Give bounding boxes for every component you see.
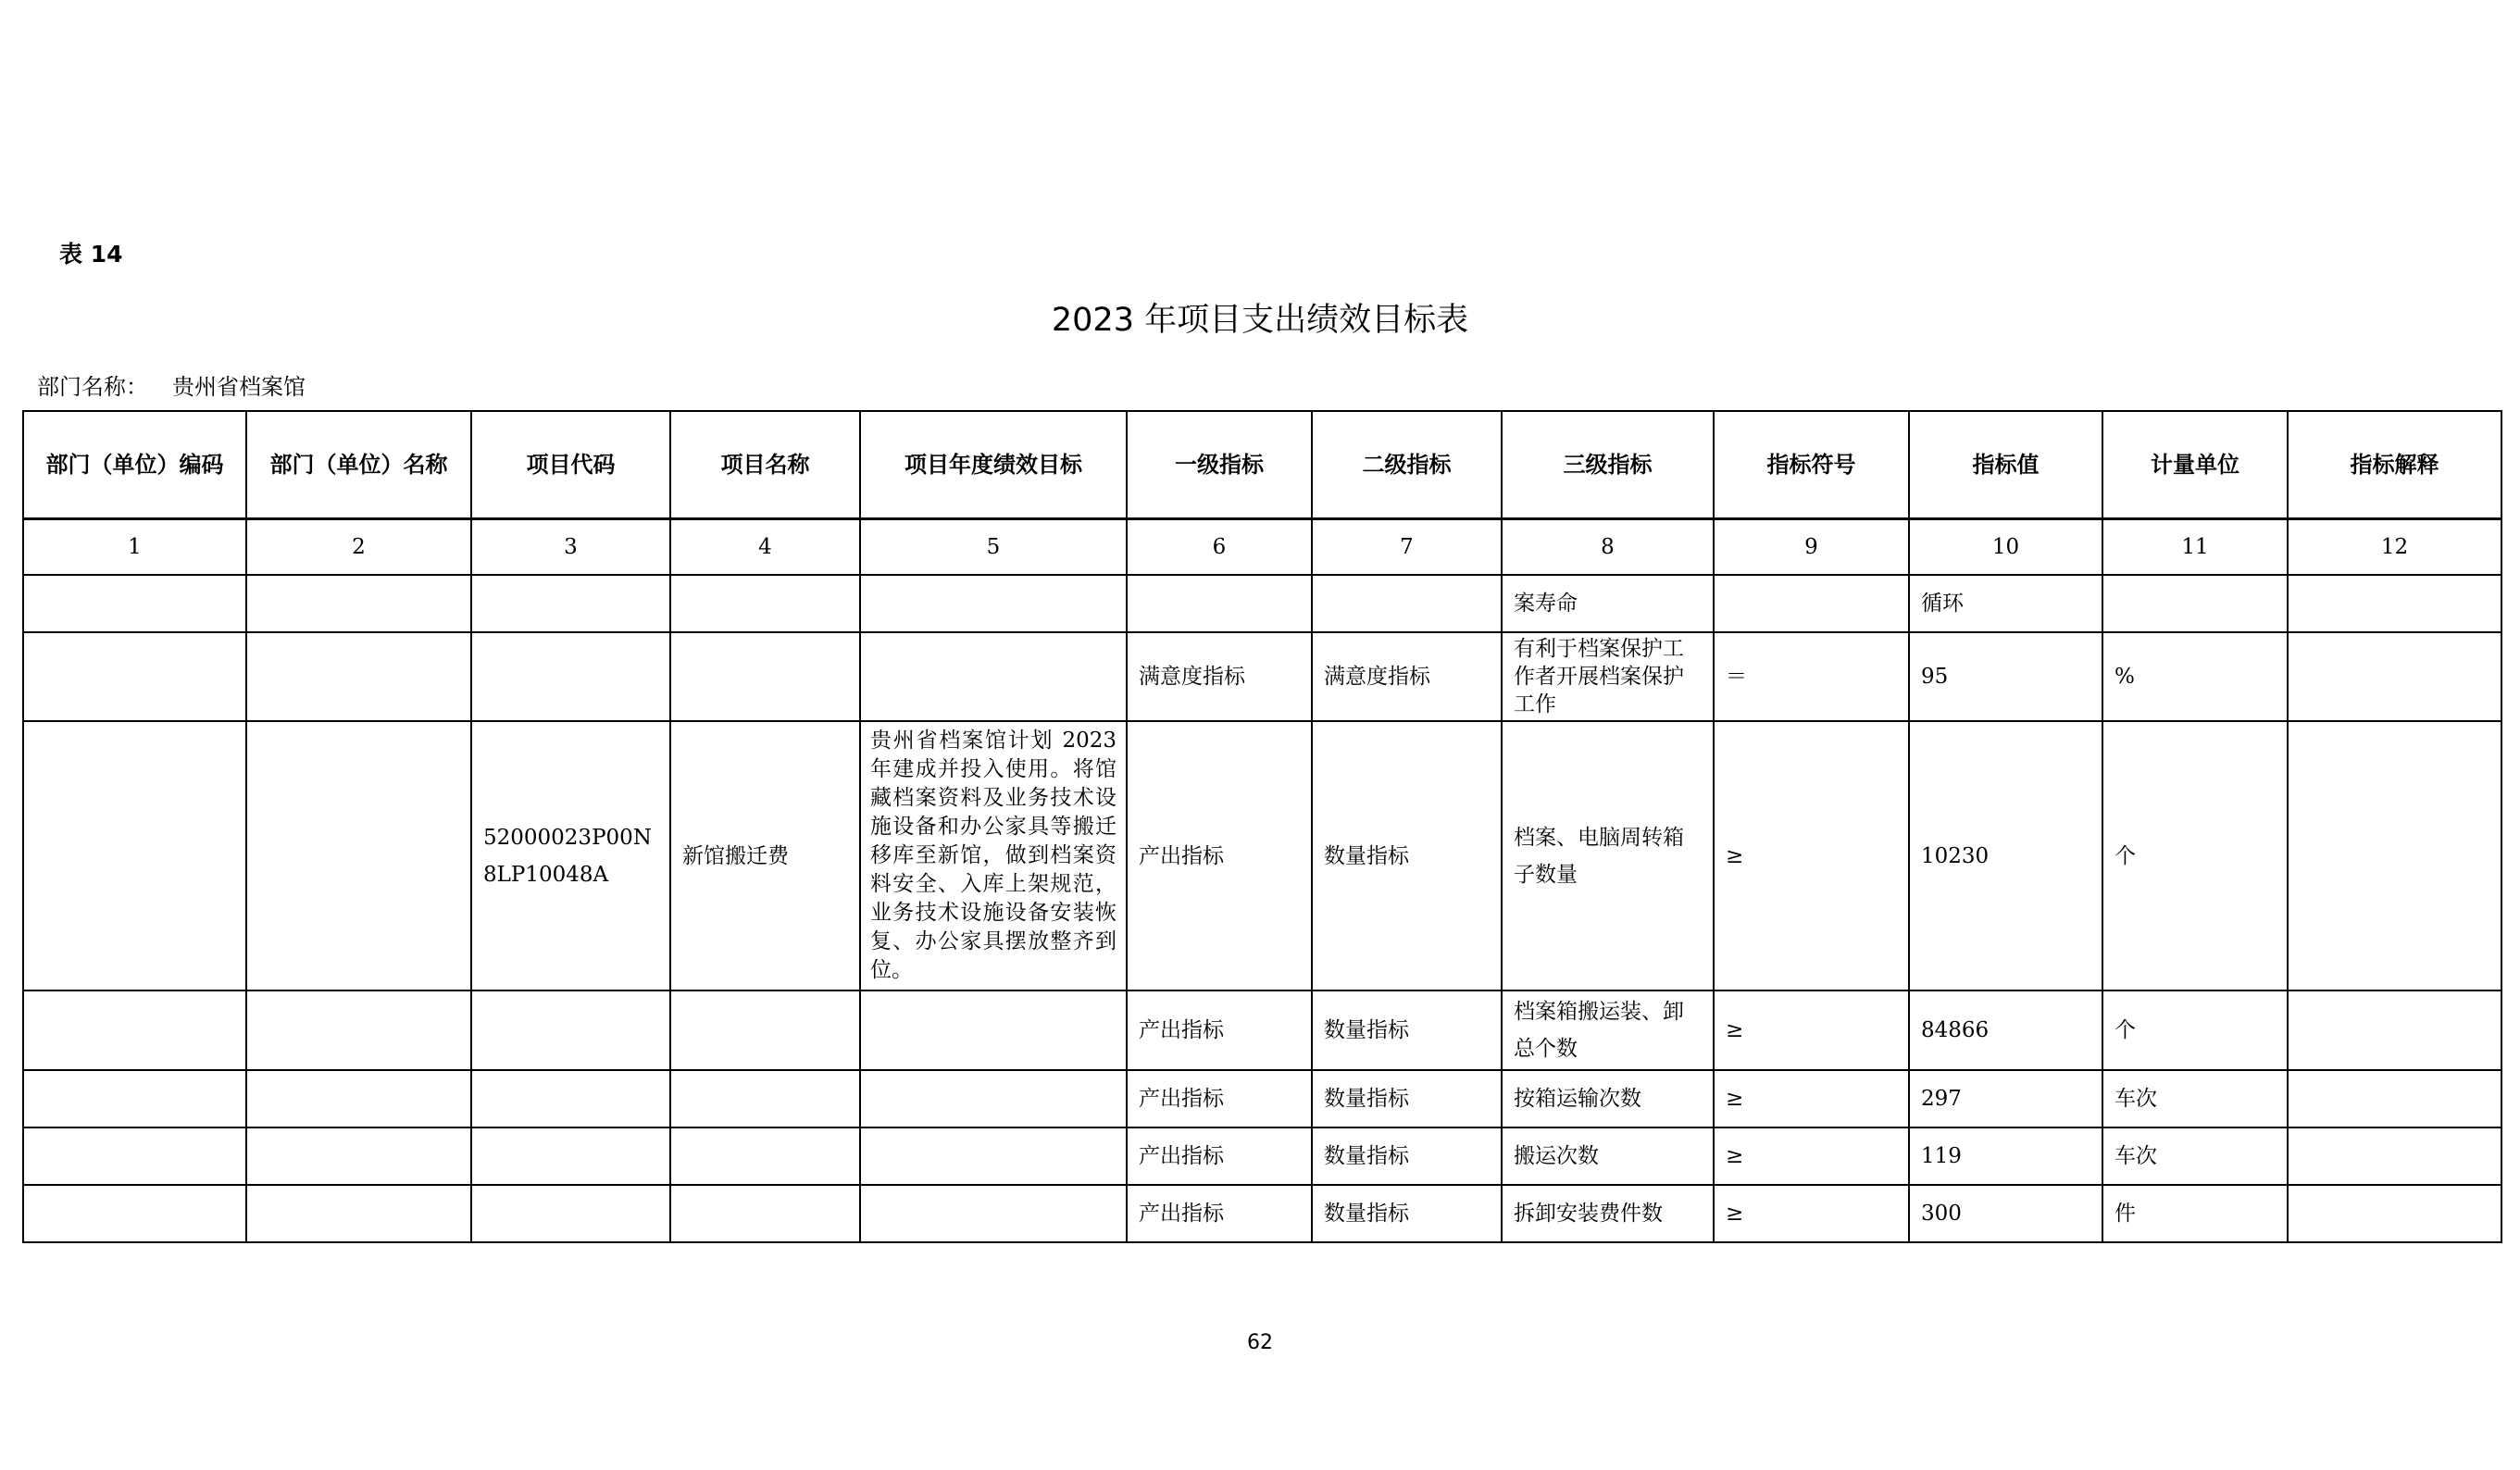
column-number: 1 (23, 519, 246, 576)
project-code-cell (471, 1127, 670, 1185)
level3-indicator-cell: 拆卸安装费件数 (1502, 1185, 1714, 1242)
indicator-symbol-cell: ≥ (1714, 1127, 1909, 1185)
level3-indicator-cell: 搬运次数 (1502, 1127, 1714, 1185)
column-number: 10 (1909, 519, 2102, 576)
level2-indicator-cell: 数量指标 (1312, 990, 1502, 1070)
explanation-cell (2288, 721, 2501, 990)
indicator-symbol-cell: ≥ (1714, 1185, 1909, 1242)
column-number: 12 (2288, 519, 2501, 576)
indicator-symbol-cell: ≥ (1714, 1070, 1909, 1127)
unit-cell: 个 (2102, 721, 2288, 990)
level2-indicator-cell: 数量指标 (1312, 1185, 1502, 1242)
project-name-cell (670, 1127, 860, 1185)
department-line (37, 368, 306, 401)
dept-name-cell (246, 1070, 471, 1127)
indicator-value-cell: 300 (1909, 1185, 2102, 1242)
unit-cell: 车次 (2102, 1070, 2288, 1127)
table-row (23, 632, 2501, 721)
page-title: 2023 年项目支出绩效目标表 (1051, 302, 1469, 339)
indicator-value-cell: 297 (1909, 1070, 2102, 1127)
annual-goal-cell (860, 990, 1127, 1070)
column-header: 指标值 (1909, 411, 2102, 519)
indicator-value-cell: 循环 (1909, 575, 2102, 632)
level2-indicator-cell: 数量指标 (1312, 1070, 1502, 1127)
column-header: 项目名称 (670, 411, 860, 519)
annual-goal-cell (860, 1185, 1127, 1242)
explanation-cell (2288, 1185, 2501, 1242)
dept-code-cell (23, 575, 246, 632)
table-row (23, 1127, 2501, 1185)
level1-indicator-cell: 产出指标 (1127, 990, 1312, 1070)
column-number: 9 (1714, 519, 1909, 576)
level2-indicator-cell (1312, 575, 1502, 632)
level3-indicator-cell: 有利于档案保护工作者开展档案保护工作 (1502, 632, 1714, 721)
level2-indicator-cell: 数量指标 (1312, 1127, 1502, 1185)
unit-cell: 个 (2102, 990, 2288, 1070)
indicator-symbol-cell: ≥ (1714, 990, 1909, 1070)
project-name-cell (670, 632, 860, 721)
annual-goal-cell (860, 1127, 1127, 1185)
indicator-symbol-cell: ＝ (1714, 632, 1909, 721)
column-number: 11 (2102, 519, 2288, 576)
dept-code-cell (23, 1127, 246, 1185)
dept-name-cell (246, 721, 471, 990)
dept-code-cell (23, 1070, 246, 1127)
level2-indicator-cell: 满意度指标 (1312, 632, 1502, 721)
column-header: 项目年度绩效目标 (860, 411, 1127, 519)
level1-indicator-cell: 产出指标 (1127, 1070, 1312, 1127)
column-number: 3 (471, 519, 670, 576)
indicator-value-cell: 119 (1909, 1127, 2102, 1185)
level3-indicator-cell: 档案、电脑周转箱子数量 (1502, 721, 1714, 990)
performance-table (22, 410, 2502, 1243)
column-header: 指标符号 (1714, 411, 1909, 519)
header-row (23, 411, 2501, 519)
level3-indicator-cell: 档案箱搬运装、卸总个数 (1502, 990, 1714, 1070)
indicator-value-cell: 95 (1909, 632, 2102, 721)
column-header: 部门（单位）名称 (246, 411, 471, 519)
project-code-cell (471, 990, 670, 1070)
explanation-cell (2288, 575, 2501, 632)
table-row (23, 1070, 2501, 1127)
unit-cell (2102, 575, 2288, 632)
explanation-cell (2288, 990, 2501, 1070)
column-number: 8 (1502, 519, 1714, 576)
dept-code-cell (23, 721, 246, 990)
indicator-symbol-cell: ≥ (1714, 721, 1909, 990)
unit-cell: 件 (2102, 1185, 2288, 1242)
table-row (23, 1185, 2501, 1242)
column-header: 二级指标 (1312, 411, 1502, 519)
annual-goal-cell: 贵州省档案馆计划 2023 年建成并投入使用。将馆藏档案资料及业务技术设施设备和办公家具等搬迁移库至新馆，做到档案资料安全、入库上架规范，业务技术设施设备安装恢复、办公家具摆放整齐到位。 (860, 721, 1127, 990)
table-row (23, 990, 2501, 1070)
level3-indicator-cell: 案寿命 (1502, 575, 1714, 632)
dept-name-cell (246, 1127, 471, 1185)
dept-code-cell (23, 990, 246, 1070)
level1-indicator-cell (1127, 575, 1312, 632)
column-number-row (23, 519, 2501, 576)
unit-cell: 车次 (2102, 1127, 2288, 1185)
project-code-cell (471, 575, 670, 632)
annual-goal-cell (860, 1070, 1127, 1127)
dept-code-cell (23, 632, 246, 721)
column-header: 部门（单位）编码 (23, 411, 246, 519)
level1-indicator-cell: 产出指标 (1127, 1127, 1312, 1185)
explanation-cell (2288, 1070, 2501, 1127)
annual-goal-cell (860, 632, 1127, 721)
project-name-cell (670, 990, 860, 1070)
column-header: 一级指标 (1127, 411, 1312, 519)
dept-code-cell (23, 1185, 246, 1242)
table-label: 表 14 (59, 241, 123, 268)
column-number: 6 (1127, 519, 1312, 576)
column-header: 三级指标 (1502, 411, 1714, 519)
column-number: 2 (246, 519, 471, 576)
project-name-cell (670, 1070, 860, 1127)
column-number: 7 (1312, 519, 1502, 576)
department-name: 贵州省档案馆 (172, 374, 306, 400)
level1-indicator-cell: 满意度指标 (1127, 632, 1312, 721)
project-name-cell: 新馆搬迁费 (670, 721, 860, 990)
level2-indicator-cell: 数量指标 (1312, 721, 1502, 990)
indicator-value-cell: 84866 (1909, 990, 2102, 1070)
annual-goal-cell (860, 575, 1127, 632)
explanation-cell (2288, 1127, 2501, 1185)
table-row (23, 575, 2501, 632)
column-number: 5 (860, 519, 1127, 576)
project-code-cell: 52000023P00N8LP10048A (471, 721, 670, 990)
indicator-value-cell: 10230 (1909, 721, 2102, 990)
level1-indicator-cell: 产出指标 (1127, 721, 1312, 990)
column-number: 4 (670, 519, 860, 576)
level3-indicator-cell: 按箱运输次数 (1502, 1070, 1714, 1127)
indicator-symbol-cell (1714, 575, 1909, 632)
dept-name-cell (246, 1185, 471, 1242)
column-header: 计量单位 (2102, 411, 2288, 519)
page-number: 62 (1247, 1331, 1273, 1354)
dept-name-cell (246, 632, 471, 721)
project-code-cell (471, 1070, 670, 1127)
column-header: 项目代码 (471, 411, 670, 519)
project-name-cell (670, 1185, 860, 1242)
column-header: 指标解释 (2288, 411, 2501, 519)
project-name-cell (670, 575, 860, 632)
project-code-cell (471, 1185, 670, 1242)
explanation-cell (2288, 632, 2501, 721)
level1-indicator-cell: 产出指标 (1127, 1185, 1312, 1242)
project-code-cell (471, 632, 670, 721)
dept-name-cell (246, 575, 471, 632)
dept-name-cell (246, 990, 471, 1070)
unit-cell: % (2102, 632, 2288, 721)
table-row (23, 721, 2501, 990)
department-label: 部门名称： (37, 374, 148, 400)
